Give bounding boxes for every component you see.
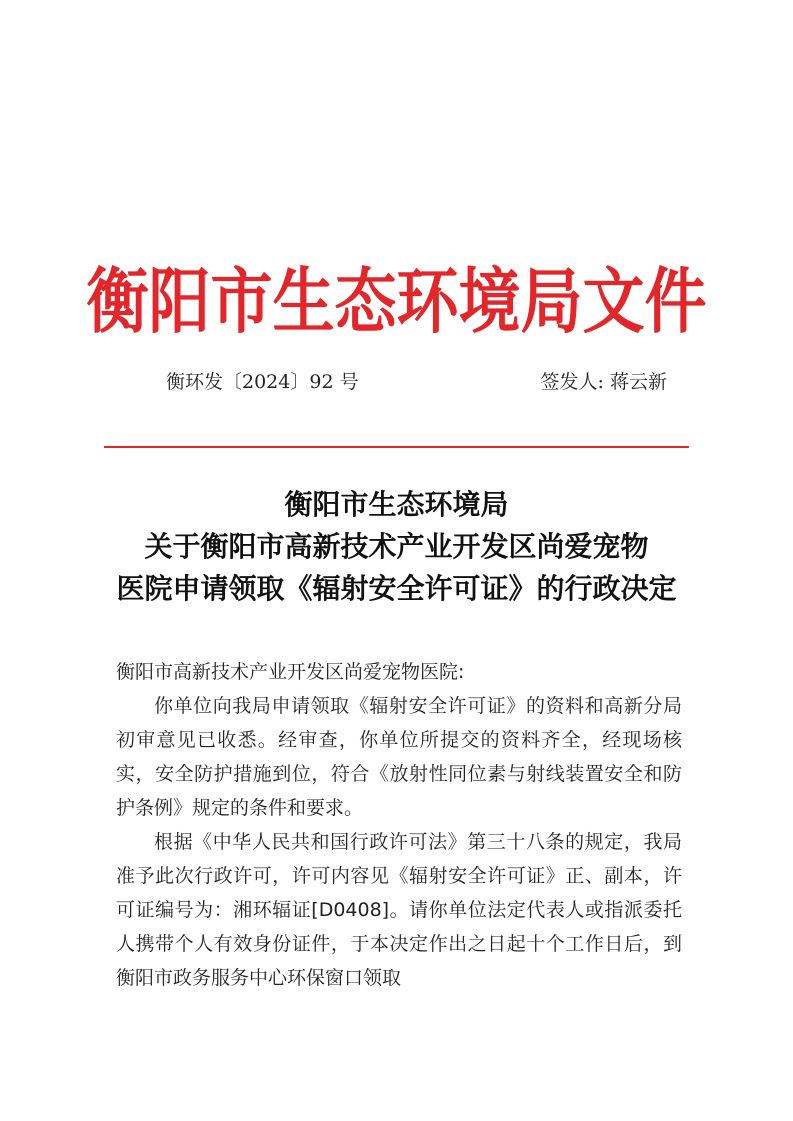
paragraph-1: 你单位向我局申请领取《辐射安全许可证》的资料和高新分局初审意见已收悉。经审查，你单位所提交的资料齐全，经现场核实，安全防护措施到位，符合《放射性同位素与射线装置安全和防护条例》规定的条件和要求。 <box>116 695 682 819</box>
red-divider-line <box>104 446 689 448</box>
document-title <box>0 484 793 610</box>
document-body <box>116 655 682 995</box>
title-line-3: 医院申请领取《辐射安全许可证》的行政决定 <box>116 572 677 605</box>
title-line-1: 衡阳市生态环境局 <box>284 488 509 521</box>
title-line-2: 关于衡阳市高新技术产业开发区尚爱宠物 <box>144 530 649 563</box>
paragraph-2: 根据《中华人民共和国行政许可法》第三十八条的规定，我局准予此次行政许可，许可内容见《辐射安全许可证》正、副本，许可证编号为：湘环辐证[D0408]。请你单位法定代表人或指派委托人携带个人有效身份证件，于本决定作出之日起十个工作日后，到衡阳市政务服务中心环保窗口领取 <box>116 831 682 989</box>
salutation: 衡阳市高新技术产业开发区尚爱宠物医院: <box>116 661 465 683</box>
issuer-signatory: 签发人: 蒋云新 <box>540 371 667 393</box>
document-number: 衡环发〔2024〕92 号 <box>166 371 359 393</box>
agency-file-title: 衡阳市生态环境局文件 <box>86 259 707 344</box>
